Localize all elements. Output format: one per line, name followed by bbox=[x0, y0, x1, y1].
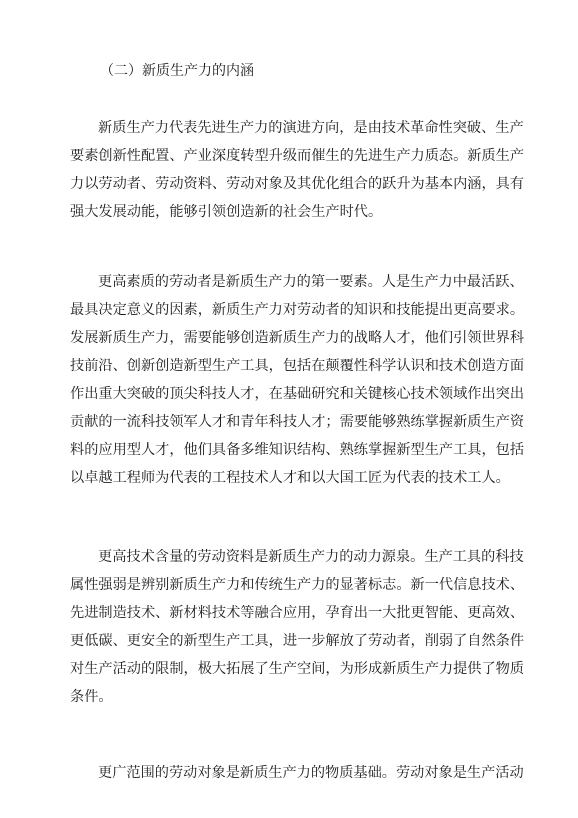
paragraph-1 bbox=[70, 114, 525, 226]
paragraph-line: 更高技术含量的劳动资料是新质生产力的动力源泉。生产工具的科技 bbox=[98, 549, 524, 565]
paragraph-line: 要素创新性配置、产业深度转型升级而催生的先进生产力质态。新质生产 bbox=[70, 148, 525, 164]
paragraph-line: 以卓越工程师为代表的工程技术人才和以大国工匠为代表的技术工人。 bbox=[70, 470, 510, 486]
paragraph-line: 力以劳动者、劳动资料、劳动对象及其优化组合的跃升为基本内涵，具有 bbox=[70, 176, 525, 192]
paragraph-3 bbox=[70, 543, 525, 711]
paragraph-line: 更广范围的劳动对象是新质生产力的物质基础。劳动对象是生产活动 bbox=[98, 765, 524, 781]
paragraph-line: 最具决定意义的因素，新质生产力对劳动者的知识和技能提出更高要求。 bbox=[70, 302, 525, 318]
paragraph-line: 属性强弱是辨别新质生产力和传统生产力的显著标志。新一代信息技术、 bbox=[70, 577, 525, 593]
paragraph-line: 技前沿、创新创造新型生产工具，包括在颠覆性科学认识和技术创造方面 bbox=[70, 358, 525, 374]
paragraph-line: 更低碳、更安全的新型生产工具，进一步解放了劳动者，削弱了自然条件 bbox=[70, 633, 525, 649]
paragraph-line: 发展新质生产力，需要能够创造新质生产力的战略人才，他们引领世界科 bbox=[70, 330, 525, 346]
paragraph-line: 强大发展动能，能够引领创造新的社会生产时代。 bbox=[70, 204, 383, 220]
paragraph-line: 条件。 bbox=[70, 689, 113, 705]
paragraph-line: 对生产活动的限制，极大拓展了生产空间，为形成新质生产力提供了物质 bbox=[70, 661, 525, 677]
paragraph-line: 作出重大突破的顶尖科技人才，在基础研究和关键核心技术领域作出突出 bbox=[70, 386, 525, 402]
paragraph-line: 更高素质的劳动者是新质生产力的第一要素。人是生产力中最活跃、 bbox=[98, 274, 524, 290]
paragraph-line: 贡献的一流科技领军人才和青年科技人才；需要能够熟练掌握新质生产资 bbox=[70, 414, 525, 430]
paragraph-line: 新质生产力代表先进生产力的演进方向，是由技术革命性突破、生产 bbox=[98, 120, 524, 136]
paragraph-4 bbox=[70, 759, 524, 787]
paragraph-line: 料的应用型人才，他们具备多维知识结构、熟练掌握新型生产工具，包括 bbox=[70, 442, 525, 458]
paragraph-line: 先进制造技术、新材料技术等融合应用，孕育出一大批更智能、更高效、 bbox=[70, 605, 525, 621]
section-heading: （二）新质生产力的内涵 bbox=[100, 63, 254, 79]
paragraph-2 bbox=[70, 268, 525, 492]
